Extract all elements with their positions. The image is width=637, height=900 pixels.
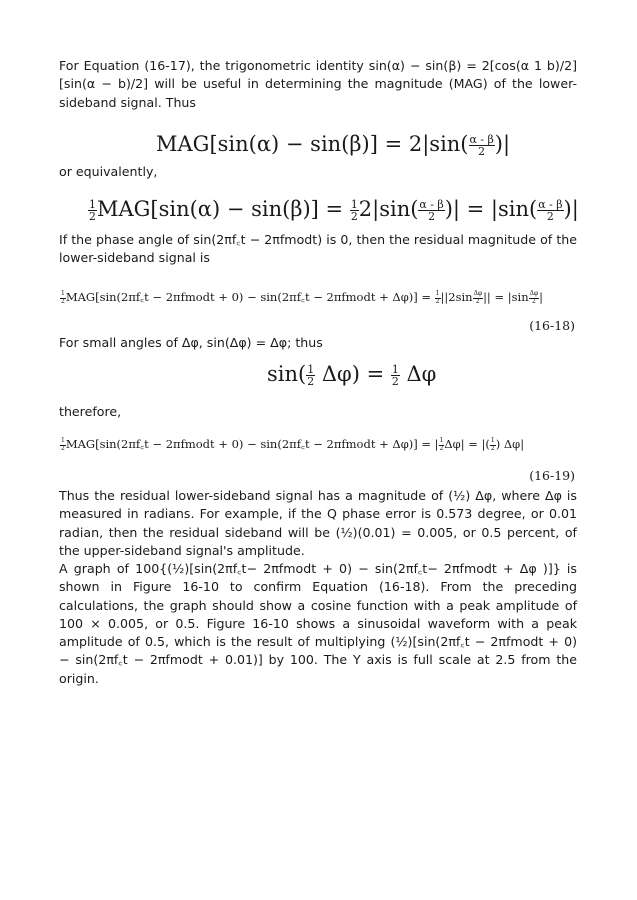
paragraph-identity: For Equation (16-17), the trigonometric identity sin(α) − sin(β) = 2[cos(α 1 b)/2][sin(α − b)/2] will be useful in determining the magnitude (MAG) of the lower-sideband signal. Thus xyxy=(59,58,577,110)
paragraph-therefore: therefore, xyxy=(59,404,122,419)
equation-number-16-19: (16-19) xyxy=(529,468,575,483)
equation-magnitude: MAG[sin(α) − sin(β)] = 2|sin( $\frac{\alpha - \beta}{2}$ )| xyxy=(156,132,511,158)
equation-residual-magnitude: $\frac{1}{2}$ MAG[sin(2πf꜀t − 2πfmodt + 0) − sin(2πf꜀t − 2πfmodt + Δφ)] = $\frac{1}{2}$ ||2sin $\frac{\Delta\varphi}{2}$ || = |sin $\frac{\Delta\varphi}{2}$ | xyxy=(61,290,543,305)
equation-small-angle: sin( $\frac{1}{2}$ Δφ) = $\frac{1}{2}$ Δφ xyxy=(267,362,437,388)
paragraph-phase-angle: If the phase angle of sin(2πf꜀t − 2πfmodt) is 0, then the residual magnitude of the lower-sideband signal is xyxy=(59,232,577,266)
paragraph-equivalently: or equivalently, xyxy=(59,164,158,179)
equation-half-magnitude: $\frac{1}{2}$ MAG[sin(α) − sin(β)] = $\frac{1}{2}$ 2|sin( $\frac{\alpha - \beta}{2}$ )| = |sin( $\frac{\alpha - \beta}{2}$ )| xyxy=(89,197,579,223)
paragraph-small-angles: For small angles of Δφ, sin(Δφ) = Δφ; thus xyxy=(59,335,323,350)
paragraph-graph-description: A graph of 100{(½)[sin(2πf꜀t− 2πfmodt + 0) − sin(2πf꜀t− 2πfmodt + Δφ )]} is shown in Figure 16-10 to confirm Equation (16-18). From the preceding calculations, the graph should show a cosine function with a peak amplitude of 100 × 0.005, or 0.5. Figure 16-10 shows a sinusoidal waveform with a peak amplitude of 0.5, which is the result of multiplying (½)[sin(2πf꜀t − 2πfmodt + 0) − sin(2πf꜀t − 2πfmodt + 0.01)] by 100. The Y axis is full scale at 2.5 from the origin. xyxy=(59,561,577,686)
equation-final-magnitude: $\frac{1}{2}$ MAG[sin(2πf꜀t − 2πfmodt + 0) − sin(2πf꜀t − 2πfmodt + Δφ)] = | $\frac{1}{2}$ Δφ| = |( $\frac{1}{2}$ ) Δφ| xyxy=(61,437,525,452)
equation-number-16-18: (16-18) xyxy=(529,318,575,333)
paragraph-residual-sideband: Thus the residual lower-sideband signal has a magnitude of (½) Δφ, where Δφ is measured in radians. For example, if the Q phase error is 0.573 degree, or 0.01 radian, then the residual sideband will be (½)(0.01) = 0.005, or 0.5 percent, of the upper-sideband signal's amplitude. xyxy=(59,488,577,558)
